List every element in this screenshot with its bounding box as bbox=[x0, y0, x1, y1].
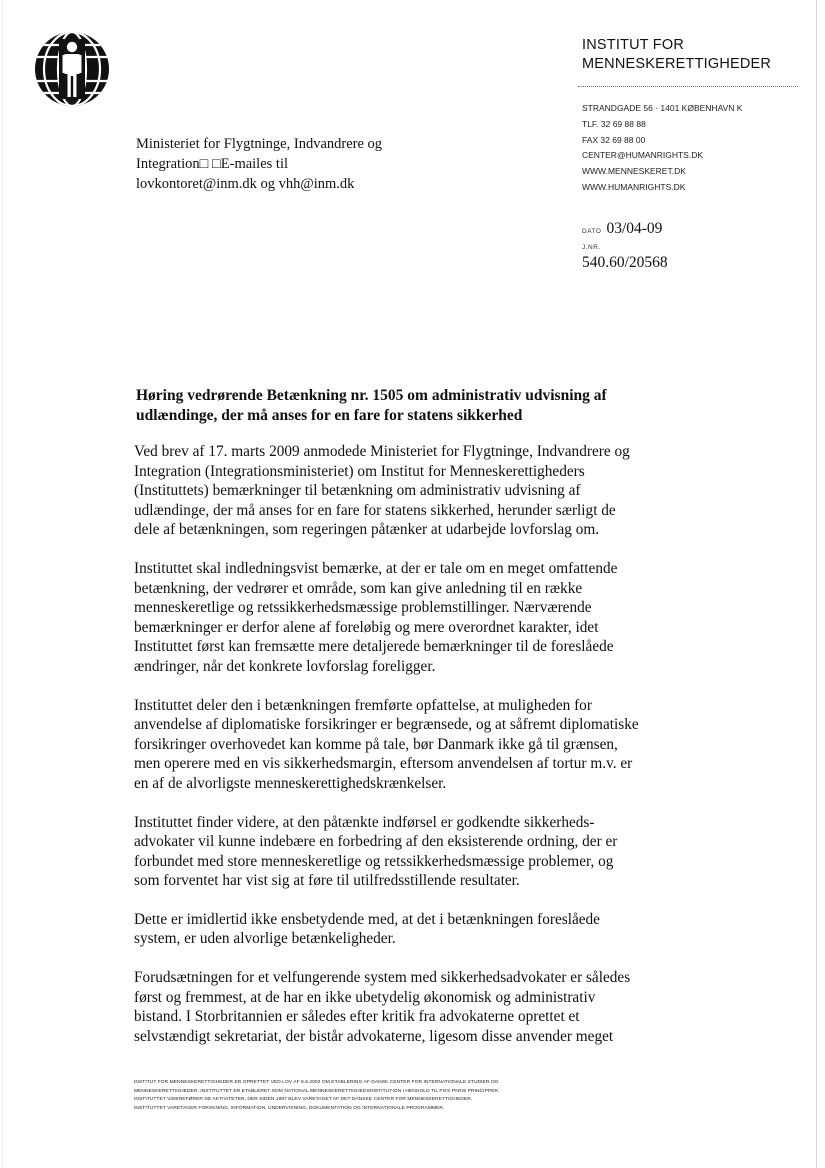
footer-line: INSTITUTTET VIDEREFØRER DE AKTIVITETER, DER SIDEN 1987 BLEV VARETAGET AF DET DANSKE CENTER FOR MENNESKERETTIGHEDER. bbox=[134, 1097, 473, 1102]
text-line: Instituttet skal indledningsvist bemærke, at der er tale om en meget omfattende bbox=[134, 559, 618, 577]
footer-line: INSTITUT FOR MENNESKERETTIGHEDER ER OPRETTET VED LOV AF 6.6.2002 OM ETABLERING AF DANSK CENTER FOR INTERNATIONALE STUDIER OG bbox=[134, 1080, 499, 1085]
paragraph bbox=[134, 559, 714, 677]
text-line: Instituttet deler den i betænkningen fremførte opfattelse, at muligheden for bbox=[134, 696, 592, 714]
text-line: forbundet med store menneskeretlige og retssikkerhedsmæssige problemer, og bbox=[134, 852, 614, 870]
text-line: Integration (Integrationsministeriet) om Institut for Menneskerettigheders bbox=[134, 462, 585, 480]
letter-body bbox=[134, 442, 714, 1065]
text-line: en af de alvorligste menneskerettighedskrænkelser. bbox=[134, 774, 447, 792]
institute-contact-block bbox=[582, 101, 812, 196]
journal-number-value: 540.60/20568 bbox=[582, 254, 668, 271]
text-line: Dette er imidlertid ikke ensbetydende med, at det i betænkningen foreslåede bbox=[134, 910, 600, 928]
text-line: menneskeretlige og retssikkerhedsmæssige problemstillinger. Nærværende bbox=[134, 599, 592, 617]
journal-number-label: J.NR. bbox=[582, 244, 601, 251]
institute-name-line: INSTITUT FOR bbox=[582, 37, 685, 53]
letter-title bbox=[136, 386, 696, 426]
footer-line: INSTITUTTET VARETAGER FORSKNING, INFORMATION, UNDERVISNING, DOKUMENTATION OG INTERNATIONALE PROGRAMMER. bbox=[134, 1105, 445, 1111]
institute-name-line: MENNESKERETTIGHEDER bbox=[582, 56, 772, 72]
date-field bbox=[582, 220, 662, 238]
recipient-line: Ministeriet for Flygtninge, Indvandrere og bbox=[136, 136, 383, 152]
text-line: bistand. I Storbritannien er således efter kritik fra advokaterne oprettet et bbox=[134, 1008, 580, 1026]
address-line: STRANDGADE 56 · 1401 KØBENHAVN K bbox=[582, 103, 743, 113]
paragraph bbox=[134, 968, 714, 1046]
text-line: udlændinge, der må anses for en fare for statens sikkerhed, herunder særligt de bbox=[134, 501, 616, 519]
text-line: men operere med en vis sikkerhedsmargin, eftersom anvendelsen af tortur m.v. er bbox=[134, 755, 633, 773]
website-line: WWW.MENNESKERET.DK bbox=[582, 166, 686, 177]
website-line: WWW.HUMANRIGHTS.DK bbox=[582, 181, 686, 192]
text-line: først og fremmest, at de har en ikke ubetydelig økonomisk og administrativ bbox=[134, 988, 596, 1006]
text-line: dele af betænkningen, som regeringen påtænker at udarbejde lovforslag om. bbox=[134, 521, 600, 539]
institute-name bbox=[582, 36, 812, 74]
text-line: som forventet har vist sig at føre til utilfredsstillende resultater. bbox=[134, 872, 520, 890]
text-line: betænkning, der vedrører et område, som kan give anledning til en række bbox=[134, 579, 583, 597]
text-line: system, er uden alvorlige betænkeligheder. bbox=[134, 930, 396, 948]
text-line: (Instituttets) bemærkninger til betænkning om administrativ udvisning af bbox=[134, 482, 581, 500]
text-line: selvstændigt sekretariat, der bistår advokaterne, ligesom disse anvender meget bbox=[134, 1027, 614, 1045]
paragraph bbox=[134, 442, 714, 540]
phone-line: TLF. 32 69 88 88 bbox=[582, 118, 646, 129]
fax-line: FAX 32 69 88 00 bbox=[582, 134, 646, 145]
institute-logo-icon bbox=[34, 31, 110, 107]
text-line: Ved brev af 17. marts 2009 anmodede Ministeriet for Flygtninge, Indvandrere og bbox=[134, 443, 630, 460]
scan-edge-right bbox=[816, 0, 817, 1168]
text-line: Instituttet finder videre, at den påtænkte indførsel er godkendte sikkerheds- bbox=[134, 813, 595, 831]
text-line: Forudsætningen for et velfungerende system med sikkerhedsadvokater er således bbox=[134, 969, 631, 987]
text-line: Instituttet først kan fremsætte mere detaljerede bemærkninger til de foreslåede bbox=[134, 638, 614, 656]
recipient-line: Integration□ □E-mailes til bbox=[136, 156, 289, 172]
paragraph bbox=[134, 696, 714, 794]
scan-edge-left bbox=[2, 0, 3, 1168]
paragraph bbox=[134, 910, 714, 949]
date-label: DATO bbox=[582, 228, 602, 235]
recipient-line: lovkontoret@inm.dk og vhh@inm.dk bbox=[136, 176, 355, 192]
text-line: ændringer, når det konkrete lovforslag foreligger. bbox=[134, 657, 436, 675]
header-divider bbox=[578, 86, 798, 87]
title-line: udlændinge, der må anses for en fare for statens sikkerhed bbox=[136, 407, 523, 424]
text-line: anvendelse af diplomatiske forsikringer er begrænsede, og at såfremt diplomatiske bbox=[134, 716, 639, 734]
recipient-address bbox=[136, 134, 456, 194]
text-line: bemærkninger er derfor alene af foreløbig og mere overordnet karakter, idet bbox=[134, 618, 599, 636]
paragraph bbox=[134, 813, 714, 891]
text-line: forsikringer overhovedet kan komme på tale, bør Danmark ikke gå til grænsen, bbox=[134, 735, 618, 753]
title-line: Høring vedrørende Betænkning nr. 1505 om administrativ udvisning af bbox=[136, 387, 607, 404]
footer-line: MENNESKERETTIGHEDER. INSTITUTTET ER ETABLERET SOM NATIONAL MENNESKERETTIGHEDSINSTITUTION I HENHOLD TIL FN'S PARIS PRINCIPPER. bbox=[134, 1088, 500, 1094]
text-line: advokater vil kunne indebære en forbedring af den eksisterende ordning, der er bbox=[134, 833, 618, 851]
date-value: 03/04-09 bbox=[606, 220, 663, 237]
footer-legal-text bbox=[134, 1079, 734, 1113]
email-line: CENTER@HUMANRIGHTS.DK bbox=[582, 150, 704, 161]
